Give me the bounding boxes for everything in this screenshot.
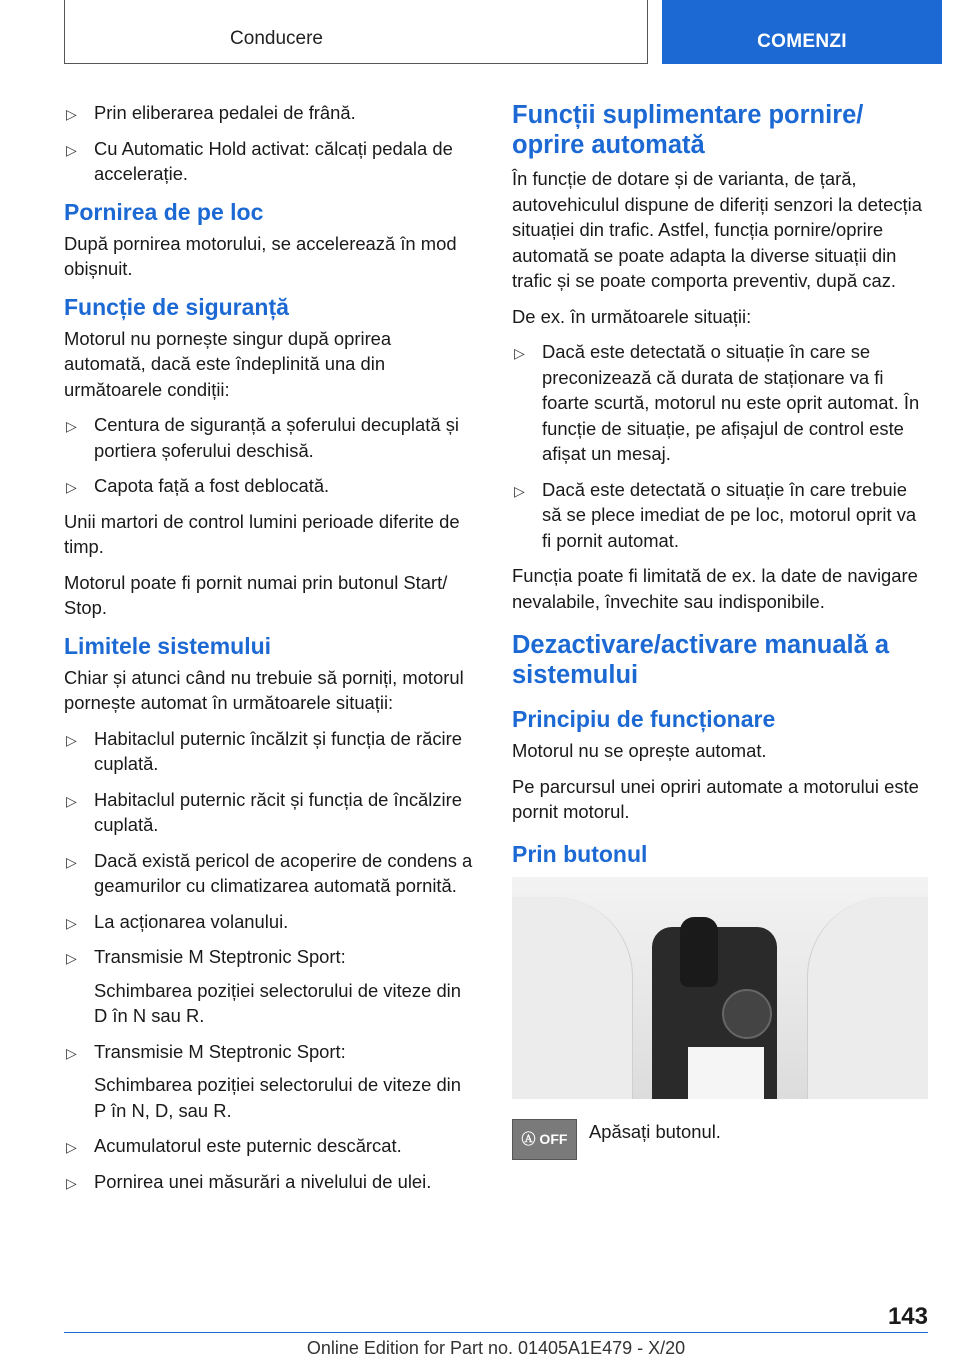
triangle-bullet-icon: ▷ <box>514 482 525 499</box>
list-item-detail: Schimbarea poziției selectorului de viteze din D în N sau R. <box>94 979 461 1026</box>
triangle-bullet-icon: ▷ <box>66 792 77 809</box>
paragraph-apasati: Apăsați butonul. <box>589 1120 721 1142</box>
list-item: ▷ Transmisie M Steptronic Sport: Schimbarea poziției selectorului de viteze din P în N, D, sau R. <box>64 1039 478 1124</box>
right-column <box>512 100 928 1160</box>
list-item: ▷ Acumulatorul este puternic descărcat. <box>64 1133 478 1159</box>
button-instruction <box>512 1119 928 1160</box>
triangle-bullet-icon: ▷ <box>66 731 77 748</box>
triangle-bullet-icon: ▷ <box>66 479 77 495</box>
page-number: 143 <box>887 1303 928 1330</box>
paragraph-functii: În funcție de dotare și de varianta, de țară, autovehiculul dispune de diferiți senzori la detecția situației din trafic. Astfel, funcția pornire/oprire automată se poate adapta la diverse situații din trafic și se poate comporta preventiv, după caz. <box>512 168 922 291</box>
triangle-bullet-icon: ▷ <box>66 141 77 158</box>
console-pad-shape <box>688 1047 764 1099</box>
footer-divider <box>64 1332 928 1333</box>
header-frame <box>64 0 648 64</box>
limits-list <box>64 726 478 1195</box>
controller-knob-shape <box>722 989 772 1039</box>
situations-list <box>512 339 928 553</box>
triangle-bullet-icon: ▷ <box>66 950 77 966</box>
paragraph-siguranta: Motorul nu pornește singur după oprirea automată, dacă este îndeplinită una din următoarele condiții: <box>64 327 392 400</box>
triangle-bullet-icon: ▷ <box>514 345 525 361</box>
list-item: ▷ Habitaclul puternic răcit și funcția de încălzire cuplată. <box>66 788 462 835</box>
heading-limite: Limitele sistemului <box>64 632 272 659</box>
heading-dezactivare: Dezactivare/activare manuală a sistemului <box>512 631 890 689</box>
right-seat-shape <box>807 897 928 1099</box>
list-item: ▷ Dacă este detectată o situație în care se preconizează că durata de staționare va fi foarte scurtă, motorul nu este oprit automat. În funcție de situație, pe afișajul de control este afișat un mesaj. <box>514 341 920 464</box>
triangle-bullet-icon: ▷ <box>66 853 77 870</box>
header-section-title: Conducere <box>230 28 323 49</box>
list-item: ▷ Centura de siguranță a șoferului decuplată și portiera șoferului deschisă. <box>66 414 459 461</box>
paragraph-limitata: Funcția poate fi limitată de ex. la date de navigare nevalabile, învechite sau indisponibile. <box>512 565 918 612</box>
list-item: ▷ La acționarea volanului. <box>64 909 478 935</box>
header-chapter-tab[interactable]: COMENZI <box>662 0 942 64</box>
list-item: ▷ Cu Automatic Hold activat: călcați pedala de accelerație. <box>66 137 453 184</box>
heading-principiu: Principiu de funcționare <box>512 706 776 732</box>
list-item: ▷ Habitaclul puternic încălzit și funcția de răcire cuplată. <box>66 727 462 774</box>
left-seat-shape <box>512 897 633 1099</box>
triangle-bullet-icon: ▷ <box>66 106 77 122</box>
paragraph-principiu-1: Motorul nu se oprește automat. <box>512 740 767 761</box>
paragraph-start-stop: Motorul poate fi pornit numai prin butonul Start/ Stop. <box>64 571 448 618</box>
triangle-bullet-icon: ▷ <box>66 1174 77 1191</box>
paragraph-exemplu: De ex. în următoarele situații: <box>512 305 752 327</box>
heading-functii-suplimentare: Funcții suplimentare pornire/ oprire automată <box>512 101 864 159</box>
paragraph-limite: Chiar și atunci când nu trebuie să porniți, motorul pornește automat în următoarele situații: <box>64 666 464 713</box>
heading-prin-butonul: Prin butonul <box>512 840 648 867</box>
list-item-detail: Schimbarea poziției selectorului de viteze din P în N, D, sau R. <box>94 1074 461 1121</box>
paragraph-martori: Unii martori de control lumini perioade diferite de timp. <box>64 510 460 557</box>
list-item: ▷ Transmisie M Steptronic Sport: Schimbarea poziției selectorului de viteze din D în N sau R. <box>64 944 478 1029</box>
heading-pornire: Pornirea de pe loc <box>64 198 264 225</box>
release-list <box>64 100 478 187</box>
list-item: ▷ Pornirea unei măsurări a nivelului de ulei. <box>64 1169 478 1195</box>
paragraph-principiu-2: Pe parcursul unei opriri automate a motorului este pornit motorul. <box>512 775 919 822</box>
footer-edition[interactable]: Online Edition for Part no. 01405A1E479 - X/20 <box>306 1338 686 1358</box>
heading-siguranta: Funcție de siguranță <box>64 293 289 320</box>
left-column <box>64 100 478 1204</box>
paragraph-pornire: După pornirea motorului, se accelerează în mod obișnuit. <box>64 232 457 279</box>
list-item: ▷ Prin eliberarea pedalei de frână. <box>64 100 478 126</box>
triangle-bullet-icon: ▷ <box>66 1044 77 1061</box>
center-console-photo <box>512 877 928 1099</box>
list-item: ▷ Dacă există pericol de acoperire de condens a geamurilor cu climatizarea automată pornită. <box>66 849 473 896</box>
triangle-bullet-icon: ▷ <box>66 418 77 434</box>
triangle-bullet-icon: ▷ <box>66 1139 77 1155</box>
triangle-bullet-icon: ▷ <box>66 914 77 931</box>
gear-selector-shape <box>680 917 718 987</box>
safety-list <box>64 412 478 499</box>
auto-start-stop-off-icon: Ⓐ OFF <box>512 1119 577 1160</box>
list-item: ▷ Dacă este detectată o situație în care trebuie să se plece imediat de pe loc, motorul oprit va fi pornit automat. <box>514 478 917 551</box>
list-item: ▷ Capota față a fost deblocată. <box>64 473 478 499</box>
